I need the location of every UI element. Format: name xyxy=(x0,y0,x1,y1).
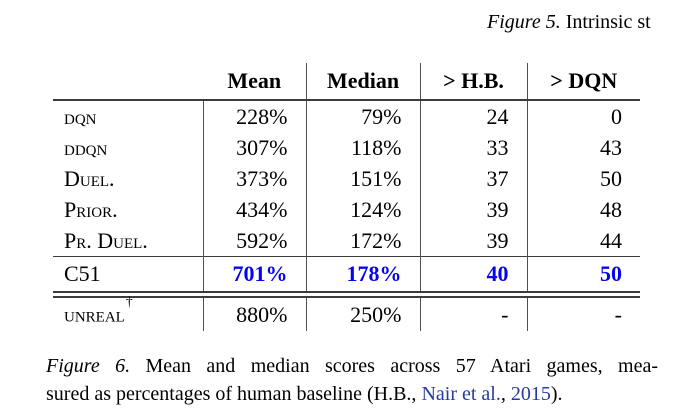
table-row-pr-duel xyxy=(53,225,640,257)
row-label: C51 xyxy=(53,257,203,293)
row-label xyxy=(53,293,203,331)
table-row-prior xyxy=(53,194,640,225)
header-gt-dqn: > DQN xyxy=(527,63,640,100)
header-mean: Mean xyxy=(203,63,306,100)
unreal-label: unreal xyxy=(64,301,125,327)
cell-median: 118% xyxy=(306,132,420,163)
cell-gt-dqn: 50 xyxy=(527,163,640,194)
header-median: Median xyxy=(306,63,420,100)
cell-gt-hb: 37 xyxy=(420,163,527,194)
citation-link-nair[interactable]: Nair et al. xyxy=(421,383,501,405)
cell-mean: 880% xyxy=(203,297,306,331)
citation-link-year[interactable]: 2015 xyxy=(510,383,551,405)
cell-gt-dqn: 43 xyxy=(527,132,640,163)
cell-gt-dqn: - xyxy=(527,297,640,331)
figure5-caption-fragment xyxy=(487,11,651,34)
caption-separator: , xyxy=(500,383,511,405)
cell-median: 79% xyxy=(306,100,420,132)
row-label: Pr. Duel. xyxy=(64,227,148,253)
results-table xyxy=(53,63,640,331)
table-row-unreal xyxy=(53,297,640,331)
cell-median: 124% xyxy=(306,194,420,225)
table-row-ddqn xyxy=(53,132,640,163)
cell-mean: 434% xyxy=(203,194,306,225)
figure5-text: Intrinsic st xyxy=(560,11,651,33)
row-label: ddqn xyxy=(64,134,108,160)
caption-text-1: Mean and median scores across 57 Atari games, mea- xyxy=(130,355,658,377)
dagger-mark: † xyxy=(125,293,133,309)
cell-gt-dqn: 44 xyxy=(527,225,640,257)
row-label: dqn xyxy=(64,103,97,129)
row-label: Duel. xyxy=(64,165,115,191)
cell-median: 178% xyxy=(306,257,420,293)
header-empty-cell xyxy=(53,63,203,100)
table-header-row xyxy=(53,63,640,100)
cell-gt-dqn: 0 xyxy=(527,100,640,132)
cell-gt-hb: 39 xyxy=(420,225,527,257)
cell-gt-hb: 24 xyxy=(420,100,527,132)
figure5-label: Figure 5. xyxy=(487,11,561,33)
caption-line-2 xyxy=(46,380,658,408)
table-row-dqn xyxy=(53,100,640,132)
table-row-c51 xyxy=(53,257,640,293)
cell-mean: 307% xyxy=(203,132,306,163)
table-row-duel xyxy=(53,163,640,194)
cell-median: 151% xyxy=(306,163,420,194)
caption-line-1 xyxy=(46,352,658,380)
cell-mean: 228% xyxy=(203,100,306,132)
cell-mean: 592% xyxy=(203,225,306,257)
results-table-wrapper xyxy=(53,63,640,331)
cell-mean: 701% xyxy=(203,257,306,293)
caption-text-2: sured as percentages of human baseline (H.B., xyxy=(46,383,422,405)
figure6-caption xyxy=(46,352,658,408)
cell-mean: 373% xyxy=(203,163,306,194)
cell-median: 172% xyxy=(306,225,420,257)
cell-gt-hb: - xyxy=(420,297,527,331)
cell-gt-hb: 40 xyxy=(420,257,527,293)
row-label: Prior. xyxy=(64,196,118,222)
cell-median: 250% xyxy=(306,297,420,331)
figure6-label: Figure 6. xyxy=(46,355,131,377)
cell-gt-dqn: 50 xyxy=(527,257,640,293)
cell-gt-dqn: 48 xyxy=(527,194,640,225)
cell-gt-hb: 33 xyxy=(420,132,527,163)
header-gt-hb: > H.B. xyxy=(420,63,527,100)
cell-gt-hb: 39 xyxy=(420,194,527,225)
caption-suffix: ). xyxy=(550,383,563,405)
